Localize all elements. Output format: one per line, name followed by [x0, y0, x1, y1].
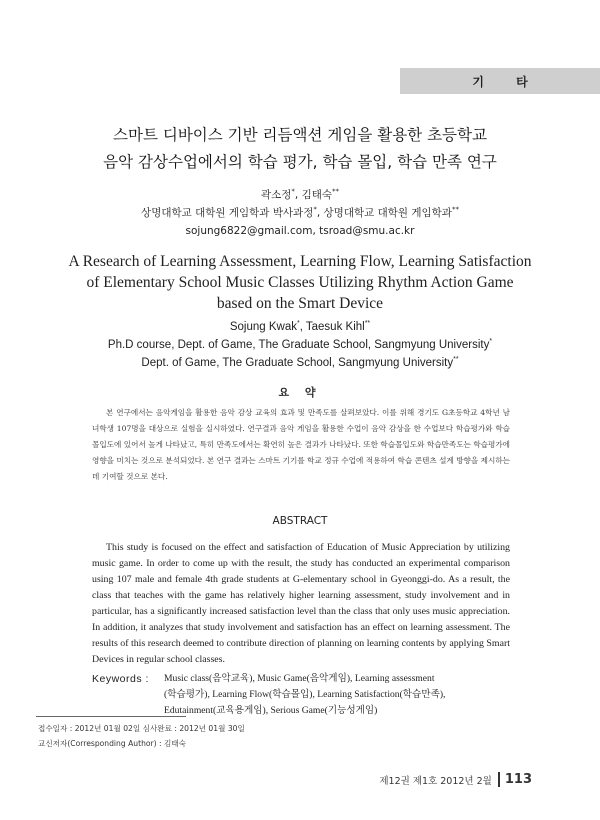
keywords-line-2: (학습평가), Learning Flow(학습몰입), Learning Satisfaction(학습만족),	[164, 689, 446, 700]
english-author-names: Sojung Kwak*, Taesuk Kihl**	[229, 320, 371, 333]
section-band	[400, 68, 600, 94]
english-affiliation-1: Ph.D course, Dept. of Game, The Graduate School, Sangmyung University*	[107, 338, 493, 351]
page-footer	[379, 772, 532, 787]
english-authors	[0, 318, 600, 372]
english-title	[0, 251, 600, 314]
english-abstract-heading: ABSTRACT	[272, 515, 328, 527]
page-number: 113	[504, 772, 532, 787]
english-title-line1: A Research of Learning Assessment, Learning Flow, Learning Satisfaction	[68, 253, 532, 270]
corresponding-author: 교신저자(Corresponding Author) : 김태숙	[38, 739, 187, 748]
journal-issue: 제12권 제1호 2012년 2월	[379, 775, 492, 787]
keywords-line-3: Edutainment(교육용게임), Serious Game(기능성게임)	[164, 705, 378, 716]
section-label: 기 타	[472, 74, 542, 89]
english-abstract-body: This study is focused on the effect and satisfaction of Education of Music Appreciation by utilizing music game. In order to come up with the result, the study has conducted an experimental comparison using 107 male and female 4th grade students at G-elementary school in Gyeonggi-do. As a result, the class that teaches with the game has relatively higher learning assessment, study involvement and in particular, has a significantly increased satisfaction level than the class that only uses music appreciation. In addition, it analyzes that study involvement and satisfaction has an effect on learning assessment. The results of this research deemed to contribute direction of planning on learning contents by applying Smart Devices in regular school classes.	[92, 542, 510, 665]
keywords-line-1: Music class(음악교육), Music Game(음악게임), Learning assessment	[164, 673, 435, 684]
footer-separator	[498, 772, 500, 787]
author-emails: sojung6822@gmail.com, tsroad@smu.ac.kr	[185, 225, 415, 237]
english-title-line3: based on the Smart Device	[216, 295, 384, 312]
korean-title-line1: 스마트 디바이스 기반 리듬액션 게임을 활용한 초등학교	[113, 126, 487, 144]
korean-abstract-body: 본 연구에서는 음악게임을 활용한 음악 감상 교육의 효과 및 만족도를 살펴보았다. 이를 위해 경기도 G초등학교 4학년 남녀학생 107명을 대상으로 실험을 실시하였다. 연구결과 음악 게임을 활용한 수업이 음악 감상을 한 수업보다 학습평가와 학습몰입도에 있어서 높게 나타났고, 특히 만족도에서는 확연히 높은 결과가 나타났다. 또한 학습몰입도와 학습만족도는 학습평가에 영향을 미치는 것으로 분석되었다. 본 연구 결과는 스마트 기기를 학교 정규 수업에 적용하여 학습 콘텐츠 설계 방향을 제시하는데 기여할 것으로 본다.	[92, 408, 510, 481]
korean-author-names: 곽소정*, 김태숙**	[260, 187, 340, 201]
english-affiliation-2: Dept. of Game, The Graduate School, Sangmyung University**	[141, 356, 459, 369]
received-dates: 접수일자 : 2012년 01월 02일 심사완료 : 2012년 01월 30일	[38, 724, 245, 733]
korean-title-line2: 음악 감상수업에서의 학습 평가, 학습 몰입, 학습 만족 연구	[103, 153, 497, 171]
korean-authors	[0, 186, 600, 240]
keywords-label: Keywords :	[92, 673, 149, 685]
article-dates	[38, 721, 245, 751]
korean-title	[0, 122, 600, 176]
korean-abstract-heading: 요 약	[278, 386, 322, 399]
english-title-line2: of Elementary School Music Classes Utilizing Rhythm Action Game	[86, 274, 514, 291]
footnote-divider	[36, 716, 186, 717]
korean-affiliations: 상명대학교 대학원 게임학과 박사과정*, 상명대학교 대학원 게임학과**	[141, 205, 459, 219]
